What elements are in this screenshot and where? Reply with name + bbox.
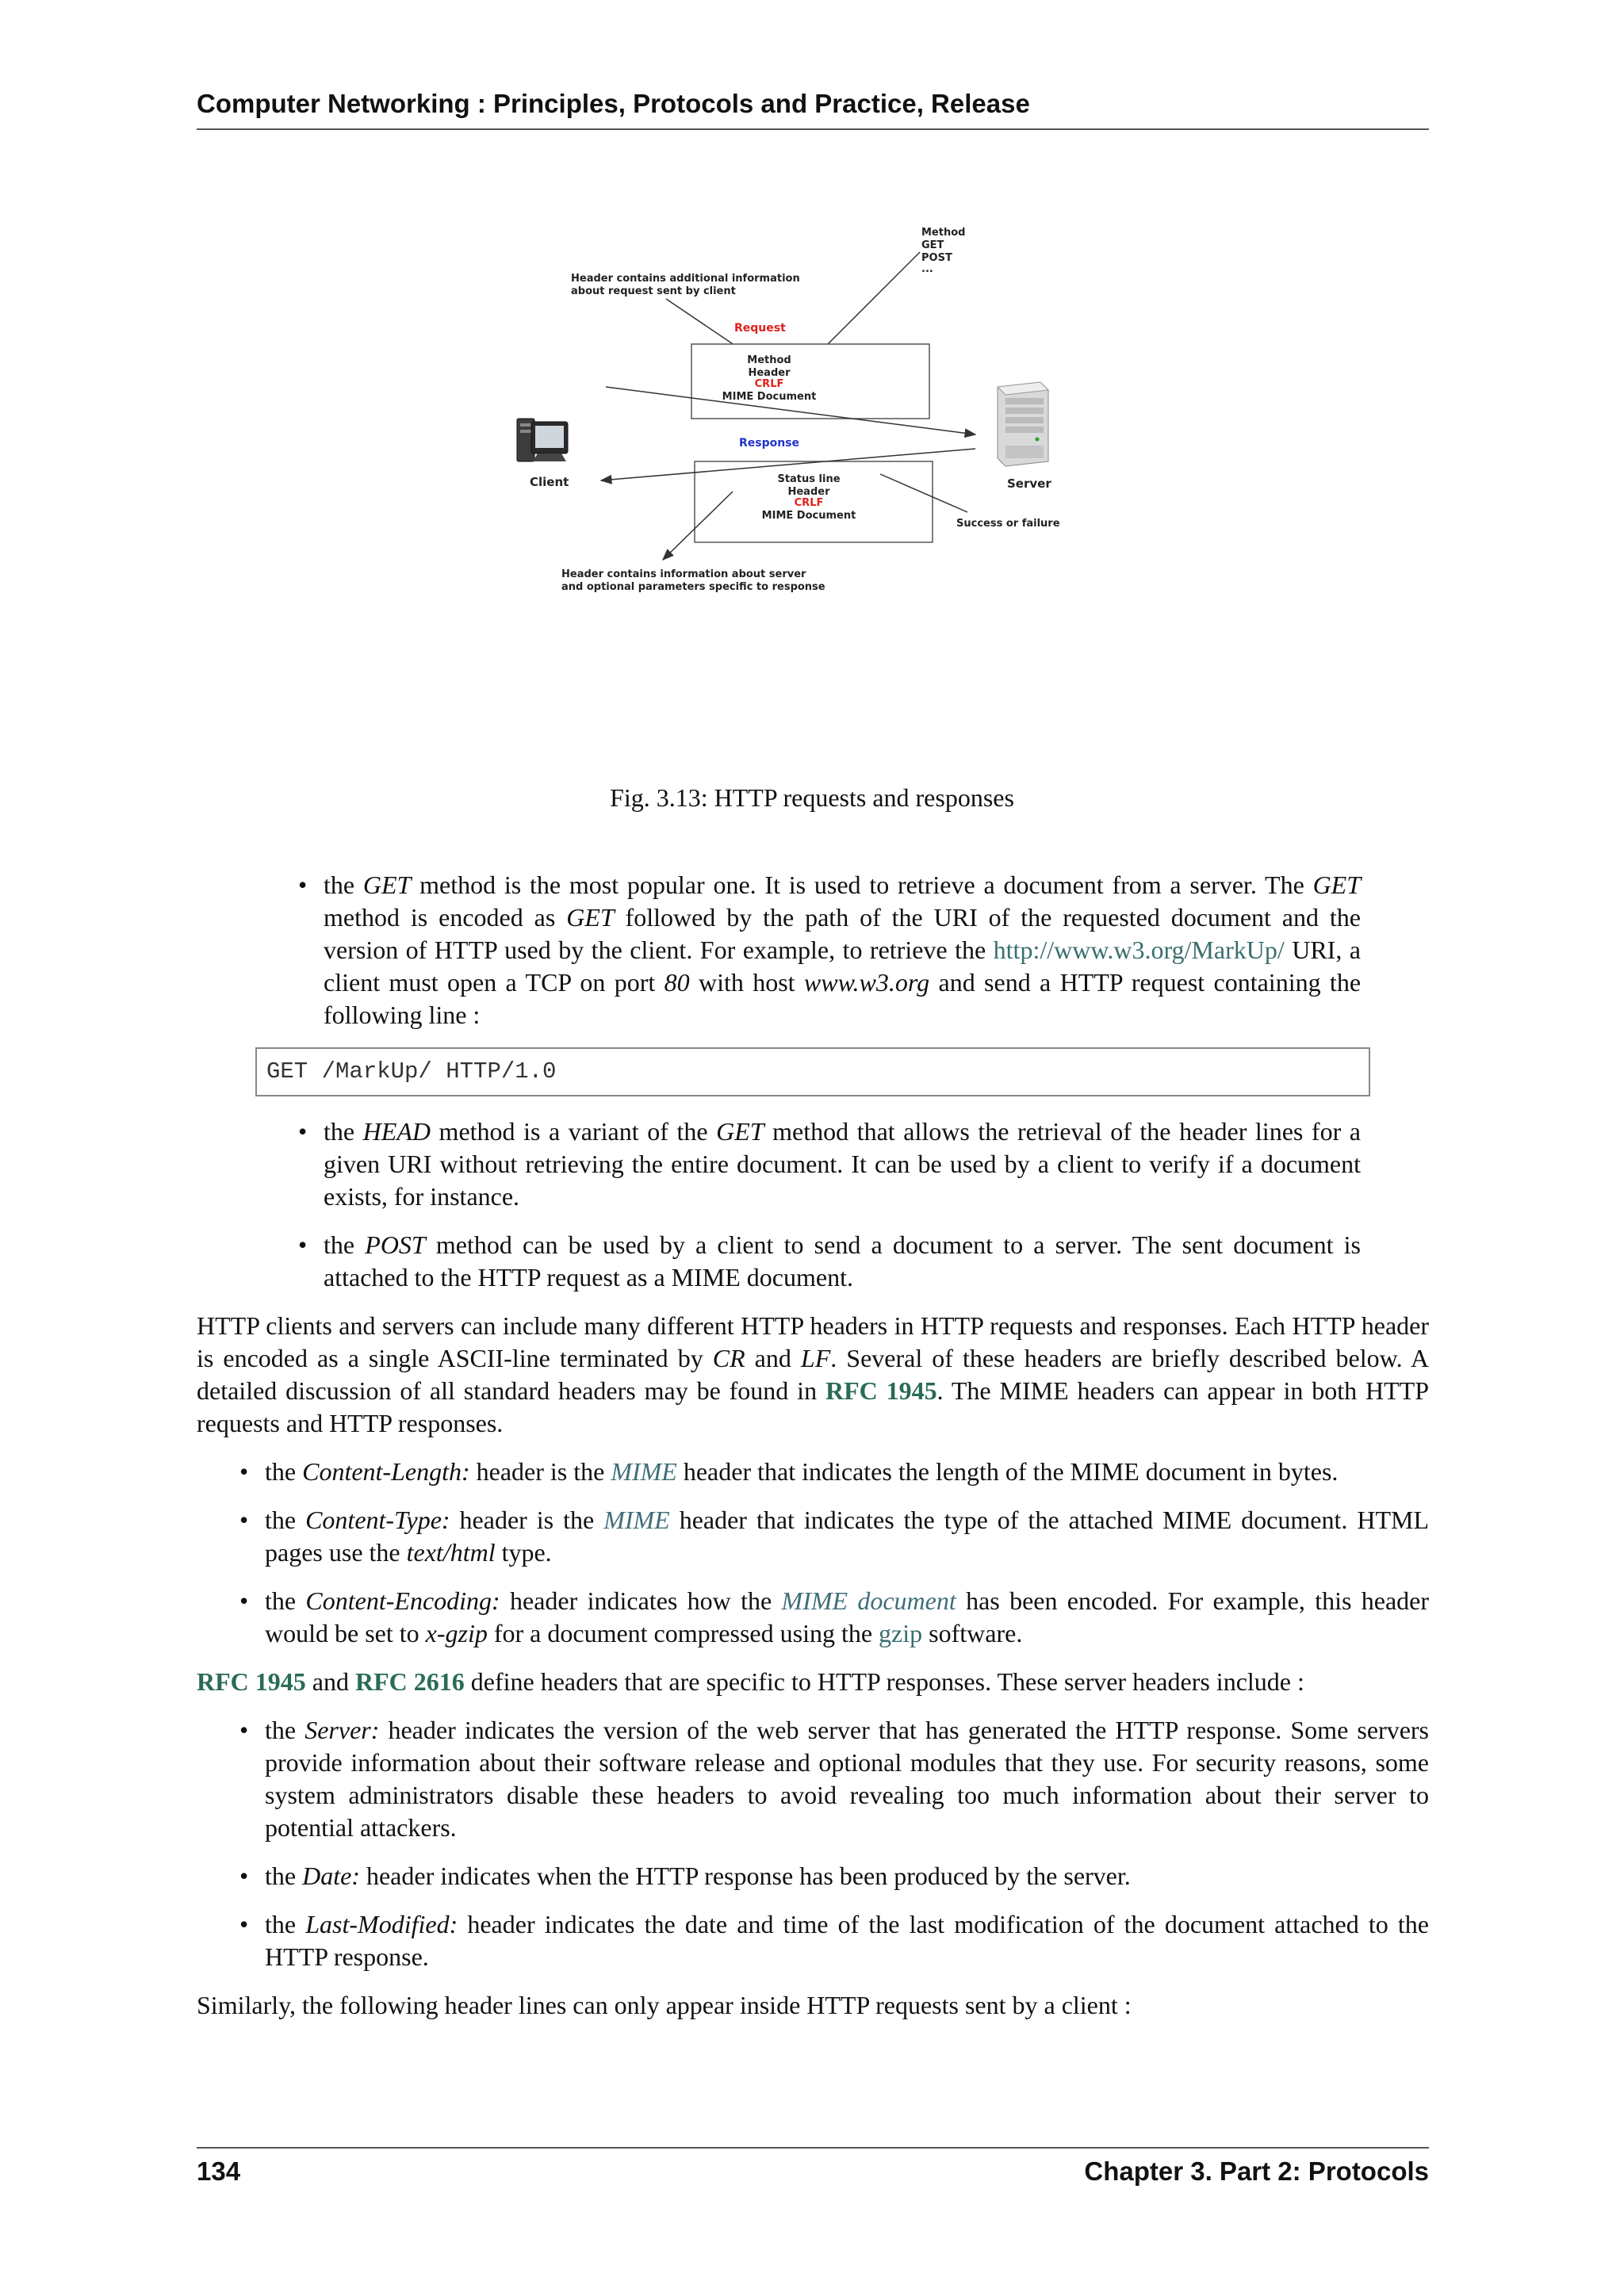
text: and send a HTTP request containing the following line : xyxy=(324,968,1362,1029)
success-label: Success or failure xyxy=(956,518,1060,530)
host-name: www.w3.org xyxy=(803,968,930,997)
text: the xyxy=(265,1862,303,1890)
markup-url-link[interactable]: http://www.w3.org/MarkUp/ xyxy=(993,936,1285,964)
text: define headers that are specific to HTTP responses. These server headers include : xyxy=(464,1667,1304,1696)
text: the xyxy=(265,1716,305,1744)
response-line: Status line xyxy=(777,473,841,485)
text: header indicates the date and time of the last modification of the document attached to the HTTP response. xyxy=(265,1910,1430,1971)
page-number: 134 xyxy=(197,2156,241,2186)
header-name: Last-Modified: xyxy=(305,1910,458,1938)
method-name: GET xyxy=(716,1117,764,1146)
text: the xyxy=(265,1457,303,1486)
bullet: • xyxy=(239,1910,249,1938)
response-line: Header xyxy=(787,486,830,498)
text: software. xyxy=(922,1619,1023,1647)
method-list-line: POST xyxy=(921,252,952,264)
method-list xyxy=(921,227,965,275)
header-name: Content-Encoding: xyxy=(305,1586,500,1615)
header-name: Date: xyxy=(302,1862,360,1890)
text: URI, a client must open a TCP on port xyxy=(324,936,1361,997)
list-item-content-encoding xyxy=(239,1585,1430,1650)
method-list-2 xyxy=(298,1115,1362,1294)
text: . Several of these headers are briefly described below. A detailed discussion of all standard headers may be found in xyxy=(197,1344,1430,1405)
server-label: Server xyxy=(1007,476,1051,491)
text: header indicates when the HTTP response has been produced by the server. xyxy=(359,1862,1131,1890)
method-list-line: GET xyxy=(921,239,944,251)
text: method can be used by a client to send a document to a server. The sent document is attached to the HTTP request as a MIME document. xyxy=(324,1230,1362,1292)
text: method that allows the retrieval of the header lines for a given URI without retrieving the entire document. It can be used by a client to verify if a document exists, for instance. xyxy=(324,1117,1362,1211)
bullet: • xyxy=(239,1716,249,1744)
response-crlf: CRLF xyxy=(794,497,824,509)
method-name: HEAD xyxy=(362,1117,431,1146)
bullet: • xyxy=(298,1117,308,1146)
method-name: GET xyxy=(566,903,615,932)
text: followed by the path of the URI of the requested document and the version of HTTP used by the client. For example, to retrieve the xyxy=(324,903,1362,964)
list-item-date xyxy=(239,1860,1429,1892)
text: method is encoded as xyxy=(324,903,567,932)
list-item-last-modified xyxy=(239,1908,1430,1973)
bullet: • xyxy=(239,1457,249,1486)
request-box xyxy=(691,344,929,419)
response-note-line: Header contains information about server xyxy=(561,568,806,580)
text: has been encoded. For example, this header would be set to xyxy=(265,1586,1430,1647)
header-name: Content-Type: xyxy=(305,1506,450,1534)
list-item-get xyxy=(298,869,1362,1031)
list-item-content-length xyxy=(239,1456,1429,1488)
lf-term: LF xyxy=(800,1344,831,1372)
encoding-name: x-gzip xyxy=(425,1619,488,1647)
text: the xyxy=(324,1117,363,1146)
text: the xyxy=(265,1910,306,1938)
text: and xyxy=(745,1344,801,1372)
gzip-link[interactable]: gzip xyxy=(879,1619,923,1647)
chapter-title: Chapter 3. Part 2: Protocols xyxy=(1084,2156,1429,2186)
text: header indicates the version of the web server that has generated the HTTP response. Some servers provide information about their software release and optional modules that they use. For security reasons, some system administrators disable these headers to avoid revealing too much information about their server to potential attackers. xyxy=(265,1716,1430,1842)
text: with host xyxy=(689,968,804,997)
method-name: GET xyxy=(1312,871,1362,899)
header-rule xyxy=(197,128,1429,130)
mime-link[interactable]: MIME xyxy=(611,1457,677,1486)
text: method is the most popular one. It is used to retrieve a document from a server. The xyxy=(411,871,1313,899)
text: header that indicates the length of the MIME document in bytes. xyxy=(676,1457,1339,1486)
paragraph-request-headers: Similarly, the following header lines can only appear inside HTTP requests sent by a client : xyxy=(197,1991,1132,2019)
paragraph-headers-intro xyxy=(197,1310,1429,1440)
header-name: Content-Length: xyxy=(302,1457,470,1486)
request-line: Method xyxy=(747,354,791,366)
footer-rule xyxy=(197,2147,1429,2149)
method-name: POST xyxy=(365,1230,426,1259)
bullet: • xyxy=(298,871,308,899)
bullet: • xyxy=(239,1862,249,1890)
response-header-note xyxy=(561,568,825,593)
list-item-post xyxy=(298,1229,1362,1294)
server-tower-icon xyxy=(998,382,1048,466)
text: type. xyxy=(495,1538,552,1567)
method-list-1 xyxy=(298,869,1362,1031)
code-block: GET /MarkUp/ HTTP/1.0 xyxy=(255,1047,1370,1096)
request-line: Header xyxy=(748,367,791,379)
text: the xyxy=(324,1230,366,1259)
list-item-content-type xyxy=(239,1504,1429,1569)
text: . The MIME headers can appear in both HTTP requests and HTTP responses. xyxy=(197,1376,1430,1437)
list-item-server xyxy=(239,1714,1430,1844)
text: the xyxy=(265,1586,306,1615)
page-header-title: Computer Networking : Principles, Protocols and Practice, Release xyxy=(197,89,1030,118)
paragraph-server-headers xyxy=(197,1666,1429,1698)
rfc2616-link[interactable]: RFC 2616 xyxy=(354,1667,465,1696)
text: header indicates how the xyxy=(500,1586,782,1615)
cr-term: CR xyxy=(712,1344,745,1372)
response-note-line: and optional parameters specific to response xyxy=(561,581,825,593)
rfc1945-link[interactable]: RFC 1945 xyxy=(197,1667,306,1696)
request-line: MIME Document xyxy=(722,391,817,403)
method-list-line: ... xyxy=(921,263,933,275)
text: header that indicates the type of the attached MIME document. HTML pages use the xyxy=(265,1506,1429,1567)
request-title: Request xyxy=(734,322,786,335)
mime-header-list xyxy=(239,1456,1430,1650)
main-content xyxy=(197,869,1429,2038)
bullet: • xyxy=(239,1506,249,1534)
mime-link[interactable]: MIME xyxy=(603,1506,670,1534)
text: and xyxy=(305,1667,355,1696)
request-note-line: about request sent by client xyxy=(571,285,736,297)
request-header-note xyxy=(571,273,800,297)
http-diagram xyxy=(508,214,1078,626)
bullet: • xyxy=(298,1230,308,1259)
text: the xyxy=(265,1506,306,1534)
method-list-line: Method xyxy=(921,227,966,239)
text: for a document compressed using the xyxy=(487,1619,879,1647)
header-name: Server: xyxy=(304,1716,380,1744)
text: header is the xyxy=(450,1506,604,1534)
text: method is a variant of the xyxy=(430,1117,717,1146)
text: header is the xyxy=(469,1457,611,1486)
figure-caption: Fig. 3.13: HTTP requests and responses xyxy=(610,783,1014,812)
bullet: • xyxy=(239,1586,249,1615)
port-number: 80 xyxy=(664,968,690,997)
response-title: Response xyxy=(738,437,800,450)
method-name: GET xyxy=(362,871,412,899)
mime-type: text/html xyxy=(406,1538,496,1567)
rfc1945-link[interactable]: RFC 1945 xyxy=(825,1376,937,1405)
response-line: MIME Document xyxy=(761,510,856,522)
method-pointer-line xyxy=(818,252,920,354)
server-header-list xyxy=(239,1714,1430,1973)
mime-document-link[interactable]: MIME document xyxy=(781,1586,956,1615)
text: the xyxy=(324,871,363,899)
client-computer-icon xyxy=(517,419,568,461)
text: HTTP clients and servers can include many different HTTP headers in HTTP requests and responses. Each HTTP header is encoded as a single ASCII-line terminated by xyxy=(197,1311,1429,1372)
request-note-line: Header contains additional information xyxy=(571,273,800,285)
request-crlf: CRLF xyxy=(754,378,784,390)
list-item-head xyxy=(298,1115,1362,1213)
http-diagram-figure xyxy=(508,214,1078,626)
client-label: Client xyxy=(530,475,569,489)
